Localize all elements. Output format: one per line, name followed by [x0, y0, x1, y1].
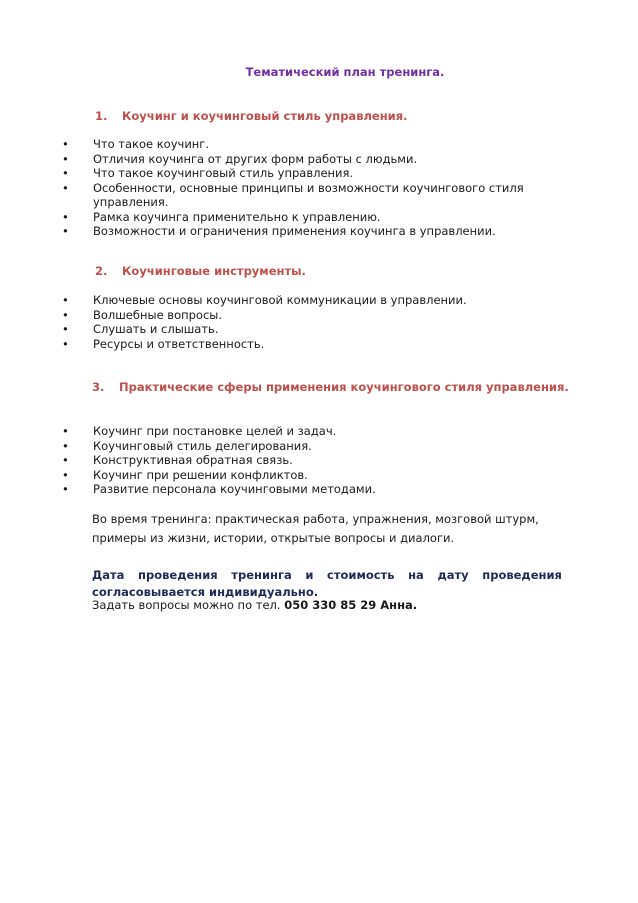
section-1-list	[62, 137, 562, 239]
bullet-icon: •	[62, 151, 69, 166]
list-item: • Конструктивная обратная связь.	[62, 453, 293, 467]
contact-phone: 050 330 85 29 Анна.	[284, 598, 418, 612]
bullet-icon: •	[62, 307, 69, 322]
bullet-icon: •	[62, 322, 69, 336]
list-item: • Отличия коучинга от других форм работы с людьми.	[62, 151, 418, 166]
section-3-list	[62, 424, 562, 497]
bullet-icon: •	[62, 180, 69, 195]
list-item: • Особенности, основные принципы и возможности коучингового стиля управления.	[62, 180, 524, 209]
section-heading-3	[92, 380, 569, 394]
section-title-2: Коучинговые инструменты.	[122, 264, 306, 278]
training-format-paragraph: Во время тренинга: практическая работа, упражнения, мозговой штурм, примеры из жизни, истории, открытые вопросы и диалоги.	[92, 512, 539, 545]
document-title: Тематический план тренинга.	[245, 65, 445, 79]
list-item: • Развитие персонала коучинговыми методами.	[62, 482, 376, 496]
list-item: • Рамка коучинга применительно к управлению.	[62, 209, 381, 224]
date-cost-note	[92, 567, 562, 601]
date-cost-line-1: Дата проведения тренинга и стоимость на дату проведения	[92, 568, 562, 582]
bullet-icon: •	[62, 224, 69, 238]
section-heading-1	[95, 109, 407, 123]
contact-line	[92, 598, 417, 612]
bullet-icon: •	[62, 424, 69, 438]
bullet-icon: •	[62, 209, 69, 224]
section-number-2: 2.	[95, 264, 108, 278]
list-item: • Что такое коучинговый стиль управления.	[62, 166, 354, 180]
contact-prefix: Задать вопросы можно по тел.	[92, 598, 285, 612]
bullet-icon: •	[62, 453, 69, 467]
list-item: • Ресурсы и ответственность.	[62, 336, 265, 351]
section-heading-2	[95, 264, 306, 278]
list-item: • Возможности и ограничения применения коучинга в управлении.	[62, 224, 496, 238]
list-item: • Волшебные вопросы.	[62, 307, 223, 322]
bullet-icon: •	[62, 293, 69, 307]
section-number-1: 1.	[95, 109, 108, 123]
bullet-icon: •	[62, 137, 69, 151]
section-number-3: 3.	[92, 380, 105, 394]
list-item: • Коучинг при постановке целей и задач.	[62, 424, 337, 438]
list-item: • Слушать и слышать.	[62, 322, 219, 336]
date-cost-line-2: согласовывается индивидуально.	[92, 585, 319, 599]
list-item: • Что такое коучинг.	[62, 137, 210, 151]
bullet-icon: •	[62, 467, 69, 482]
bullet-icon: •	[62, 438, 69, 453]
bullet-icon: •	[62, 336, 69, 351]
section-title-1: Коучинг и коучинговый стиль управления.	[122, 109, 408, 123]
list-item: • Коучинговый стиль делегирования.	[62, 438, 312, 453]
bullet-icon: •	[62, 166, 69, 180]
list-item: • Ключевые основы коучинговой коммуникации в управлении.	[62, 293, 467, 307]
bullet-icon: •	[62, 482, 69, 496]
section-title-3: Практические сферы применения коучингового стиля управления.	[119, 380, 569, 394]
list-item: • Коучинг при решении конфликтов.	[62, 467, 308, 482]
section-2-list	[62, 293, 562, 351]
